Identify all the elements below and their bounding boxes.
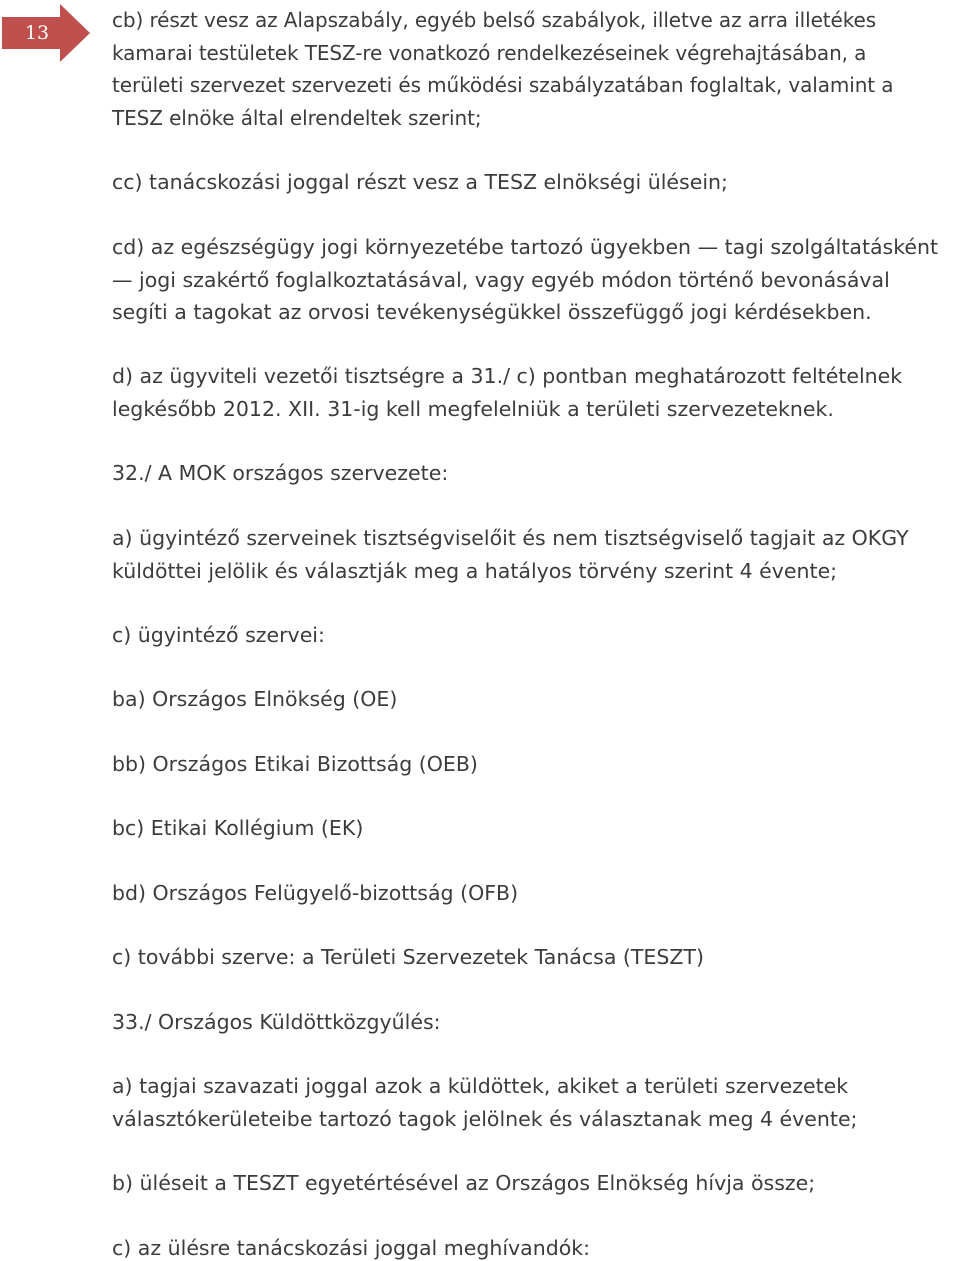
text-line: a) tagjai szavazati joggal azok a küldöttek, akiket a területi szervezetek [112,1074,849,1098]
paragraph-cb [112,4,958,134]
text-line: TESZ elnöke által elrendeltek szerint; [112,105,482,130]
text-line: cd) az egészségügy jogi környezetébe tartozó ügyekben — tagi szolgáltatásként [112,235,939,259]
text-line: c) ügyintéző szervei: [112,623,325,647]
list-item-bd [112,877,958,910]
paragraph-33-a [112,1070,958,1135]
text-line: területi szervezet szervezeti és működési szabályzatában foglaltak, valamint a [112,73,894,97]
text-line: bd) Országos Felügyelő-bizottság (OFB) [112,881,519,905]
paragraph-cd [112,231,958,329]
page-number-badge [2,4,90,62]
text-line: d) az ügyviteli vezetői tisztségre a 31./ c) pontban meghatározott feltételnek [112,364,903,388]
text-line: b) üléseit a TESZT egyetértésével az Országos Elnökség hívja össze; [112,1171,816,1195]
text-line: bb) Országos Etikai Bizottság (OEB) [112,752,478,776]
paragraph-c-szervei [112,619,958,652]
paragraph-a [112,522,958,587]
text-line: ba) Országos Elnökség (OE) [112,687,398,711]
text-line: választókerületeibe tartozó tagok jelölnek és választanak meg 4 évente; [112,1106,858,1131]
text-line: c) további szerve: a Területi Szervezetek Tanácsa (TESZT) [112,945,704,969]
list-item-bb [112,748,958,781]
text-line: cb) részt vesz az Alapszabály, egyéb belső szabályok, illetve az arra illetékes [112,8,877,32]
text-line: segíti a tagokat az orvosi tevékenységükkel összefüggő jogi kérdésekben. [112,300,872,324]
list-item-ba [112,683,958,716]
paragraph-c-tovabbi [112,941,958,974]
text-line: cc) tanácskozási joggal részt vesz a TESZ elnökségi ülésein; [112,170,728,194]
section-heading-32 [112,457,958,490]
text-line: kamarai testületek TESZ-re vonatkozó rendelkezéseinek végrehajtásában, a [112,40,867,65]
text-line: — jogi szakértő foglalkoztatásával, vagy egyéb módon történő bevonásával [112,267,890,292]
text-line: a) ügyintéző szerveinek tisztségviselőit és nem tisztségviselő tagjait az OKGY [112,526,909,550]
text-line: c) az ülésre tanácskozási joggal meghívandók: [112,1236,591,1260]
section-heading-33 [112,1006,958,1039]
text-line: bc) Etikai Kollégium (EK) [112,816,364,840]
paragraph-cc [112,166,958,199]
paragraph-33-c [112,1232,958,1261]
list-item-bc [112,812,958,845]
text-line: legkésőbb 2012. XII. 31-ig kell megfelelniük a területi szervezeteknek. [112,396,834,421]
text-line: küldöttei jelölik és választják meg a hatályos törvény szerint 4 évente; [112,558,838,583]
paragraph-d [112,360,958,425]
paragraph-33-b [112,1167,958,1200]
page-number: 13 [24,22,50,44]
text-line: 32./ A MOK országos szervezete: [112,461,449,485]
text-line: 33./ Országos Küldöttközgyűlés: [112,1010,441,1034]
